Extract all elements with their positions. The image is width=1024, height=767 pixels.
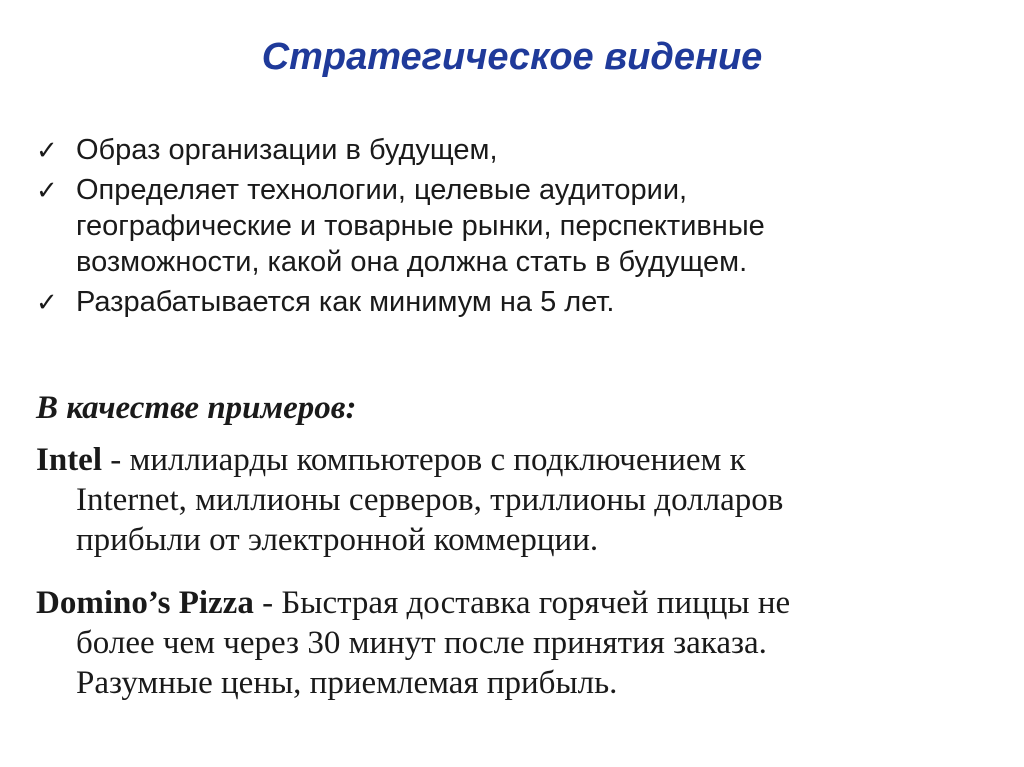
checkmark-icon: ✓	[36, 135, 58, 165]
bullet-item	[36, 132, 996, 168]
company-name: Domino’s Pizza	[36, 585, 254, 621]
example-dominos-pizza	[36, 583, 976, 703]
example-line: Internet, миллионы серверов, триллионы долларов	[76, 482, 784, 518]
bullet-item	[36, 172, 996, 280]
example-line: Быстрая доставка горячей пиццы не	[281, 585, 791, 621]
example-intel	[36, 440, 976, 560]
example-line: прибыли от электронной коммерции.	[76, 522, 599, 558]
bullet-text: Разрабатывается как минимум на 5 лет.	[76, 286, 615, 318]
example-line: Разумные цены, приемлемая прибыль.	[76, 665, 618, 701]
example-separator: -	[102, 442, 130, 478]
slide-title: Стратегическое видение	[261, 36, 763, 78]
checkmark-icon: ✓	[36, 175, 58, 205]
company-name: Intel	[36, 442, 102, 478]
bullet-item	[36, 284, 996, 320]
bullet-text: Определяет технологии, целевые аудитории, географические и товарные рынки, перспективные возможности, какой она должна стать в будущем.	[76, 174, 765, 278]
example-separator: -	[253, 585, 282, 621]
example-line: миллиарды компьютеров с подключением к	[129, 442, 746, 478]
examples-heading: В качестве примеров:	[36, 390, 357, 426]
bullet-list	[36, 132, 996, 324]
example-line: более чем через 30 минут после принятия заказа.	[76, 625, 767, 661]
bullet-text: Образ организации в будущем,	[76, 134, 498, 166]
checkmark-icon: ✓	[36, 287, 58, 317]
